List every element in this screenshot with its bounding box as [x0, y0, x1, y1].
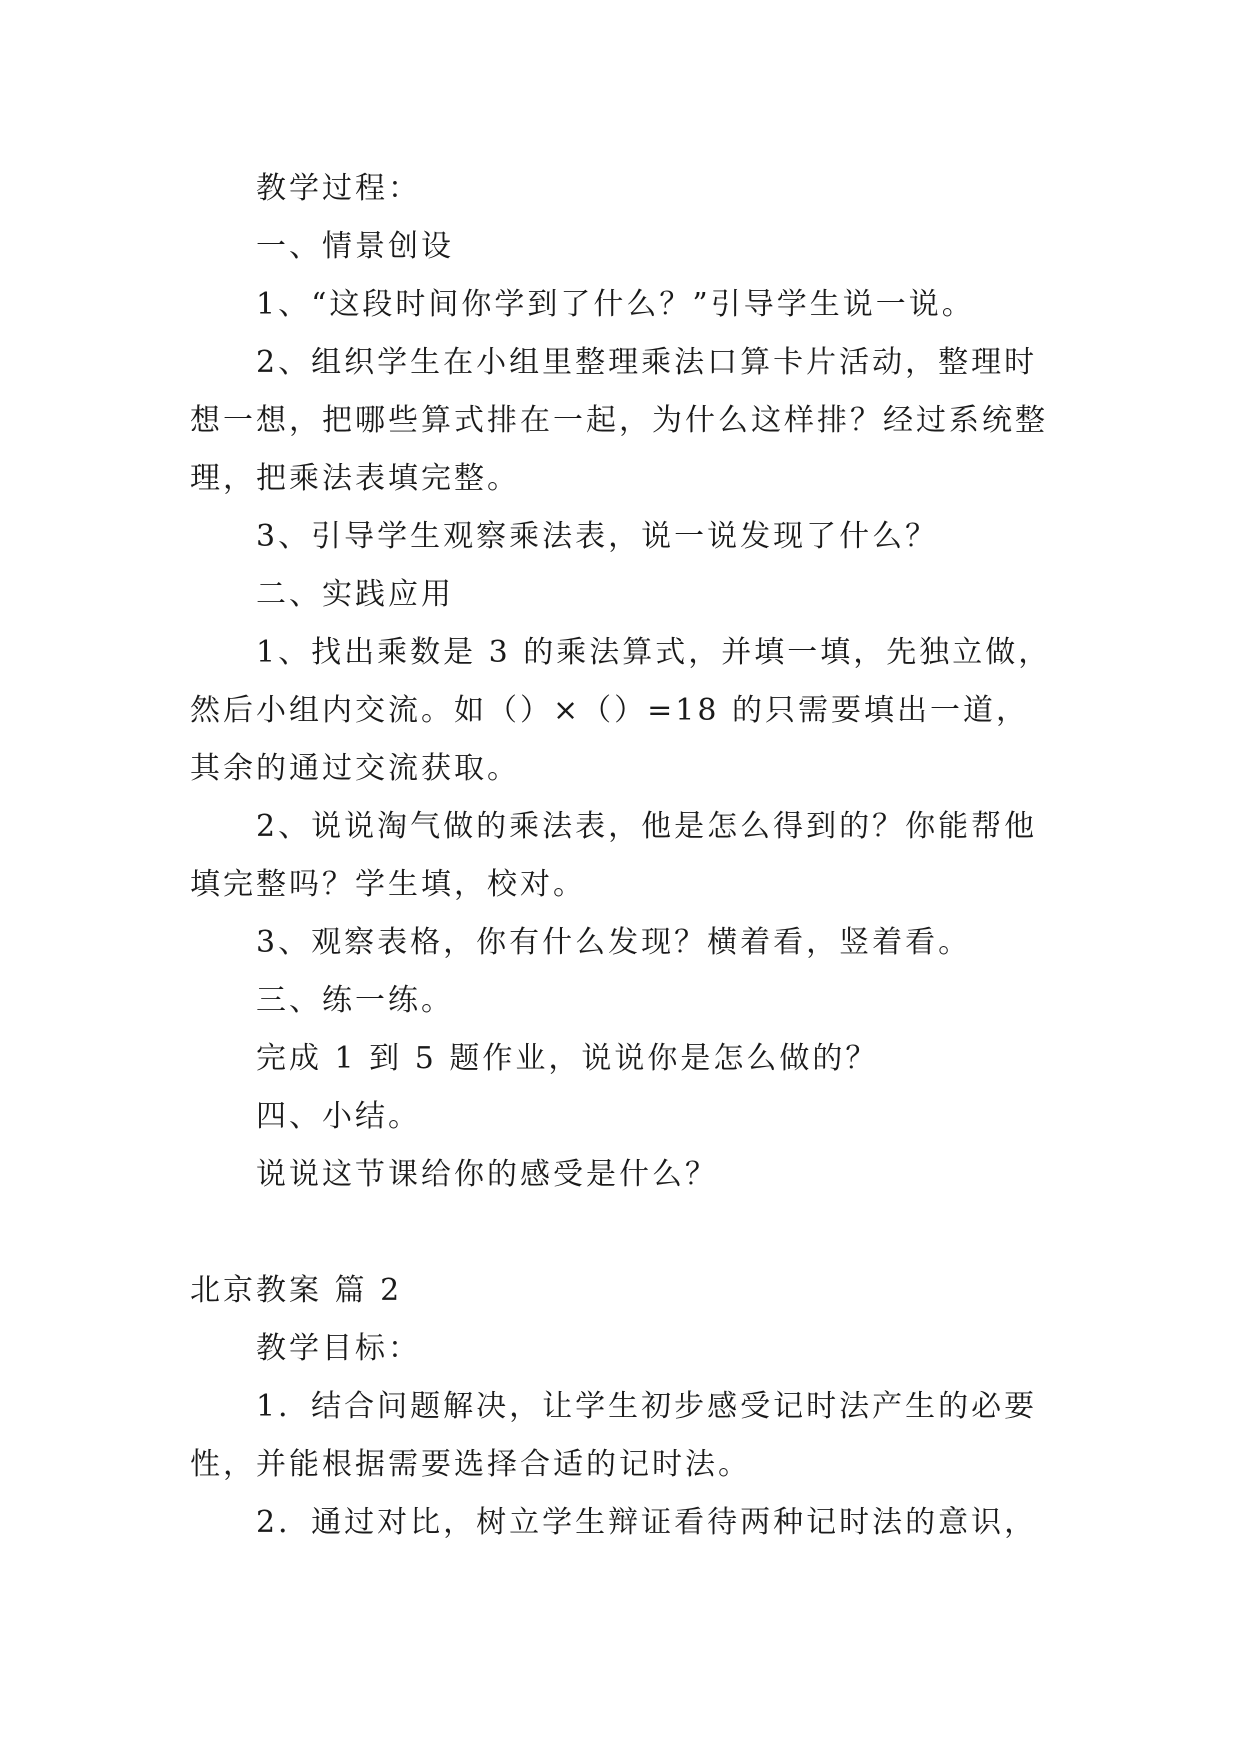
goal-item-1: 1．结合问题解决，让学生初步感受记时法产生的必要性，并能根据需要选择合适的记时法。	[190, 1389, 1038, 1482]
section-2-item-1: 1、找出乘数是 3 的乘法算式，并填一填，先独立做，然后小组内交流。如（）×（）=18 的只需要填出一道，其余的通过交流获取。	[190, 635, 1052, 786]
document-body	[190, 160, 1052, 1552]
section-1-item-2: 2、组织学生在小组里整理乘法口算卡片活动，整理时想一想，把哪些算式排在一起，为什么这样排？经过系统整理，把乘法表填完整。	[190, 345, 1048, 496]
section-2-item-2: 2、说说淘气做的乘法表，他是怎么得到的？你能帮他填完整吗？学生填，校对。	[190, 809, 1038, 902]
section-1-item-3: 3、引导学生观察乘法表，说一说发现了什么？	[256, 519, 939, 554]
section-gap	[190, 1204, 1052, 1262]
teaching-process-heading: 教学过程：	[256, 171, 421, 206]
section-4-title: 四、小结。	[256, 1099, 421, 1134]
teaching-goals-heading: 教学目标：	[256, 1331, 421, 1366]
section-1-title: 一、情景创设	[256, 229, 454, 264]
section-3-title: 三、练一练。	[256, 983, 454, 1018]
section-2-item-3: 3、观察表格，你有什么发现？横着看，竖着看。	[256, 925, 972, 960]
section-1-item-1: 1、“这段时间你学到了什么？”引导学生说一说。	[256, 287, 975, 322]
section-2-title: 二、实践应用	[256, 577, 454, 612]
section-3-text: 完成 1 到 5 题作业，说说你是怎么做的？	[256, 1041, 879, 1076]
lesson-plan-title: 北京教案 篇 2	[190, 1273, 403, 1308]
goal-item-2: 2．通过对比，树立学生辩证看待两种记时法的意识，	[256, 1505, 1038, 1540]
section-4-text: 说说这节课给你的感受是什么？	[256, 1157, 718, 1192]
